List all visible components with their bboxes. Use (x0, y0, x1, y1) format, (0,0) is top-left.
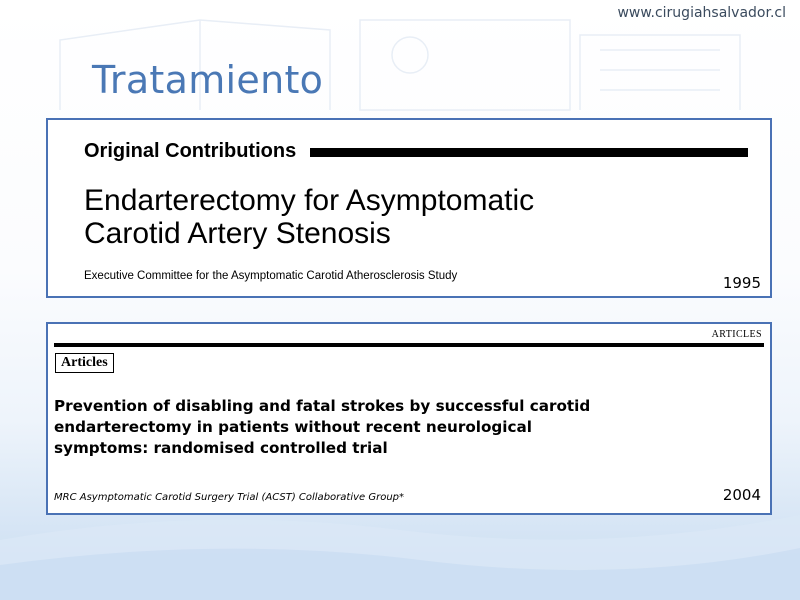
article-title-line: Carotid Artery Stenosis (84, 217, 391, 250)
section-label: Original Contributions (84, 140, 297, 162)
article-title-line: endarterectomy in patients without recent neurological (54, 418, 532, 436)
slide-title: Tratamiento (92, 58, 324, 102)
article-2004-panel (46, 322, 772, 515)
publication-year: 2004 (722, 486, 761, 504)
section-header (84, 140, 748, 163)
section-box-label: Articles (55, 353, 114, 373)
article-1995-panel (46, 118, 772, 298)
article-title-line: Endarterectomy for Asymptomatic (84, 184, 535, 217)
article-title (54, 396, 754, 459)
article-authors: Executive Committee for the Asymptomatic Carotid Atherosclerosis Study (84, 270, 458, 282)
article-authors: MRC Asymptomatic Carotid Surgery Trial (ACST) Collaborative Group* (54, 492, 405, 503)
header-rule (54, 343, 764, 347)
journal-section-header: ARTICLES (711, 329, 762, 340)
publication-year: 1995 (722, 274, 761, 292)
header-rule (310, 148, 748, 157)
article-title-line: symptoms: randomised controlled trial (54, 439, 388, 457)
article-title (84, 184, 744, 250)
site-url: www.cirugiahsalvador.cl (617, 5, 786, 21)
article-title-line: Prevention of disabling and fatal strokes by successful carotid (54, 397, 591, 415)
